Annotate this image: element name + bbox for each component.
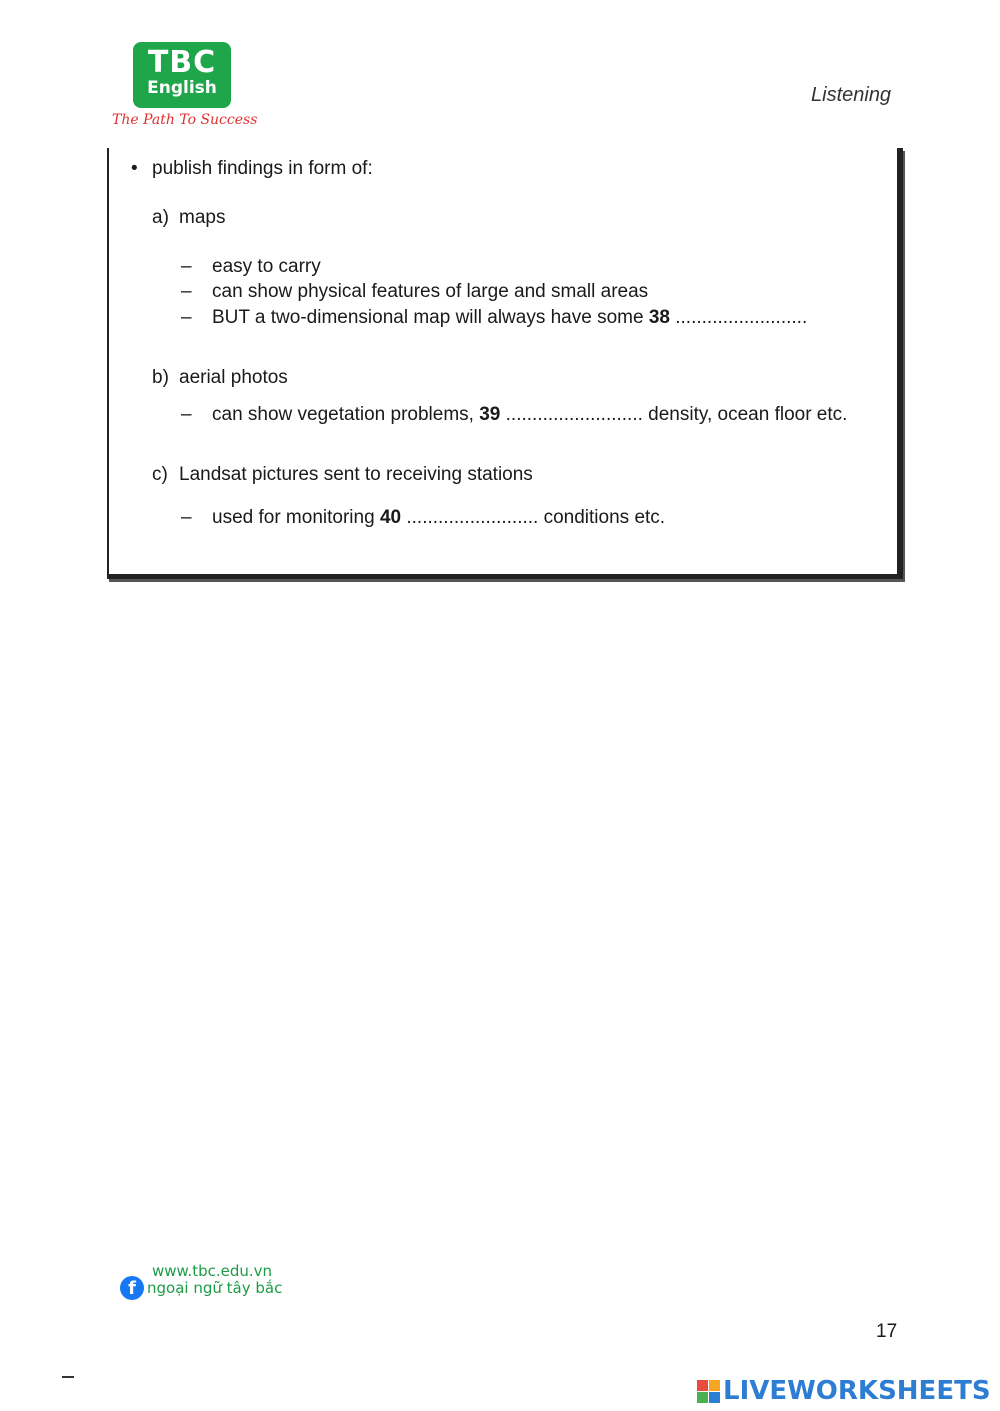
website-link[interactable]: www.tbc.edu.vn: [152, 1262, 273, 1280]
dash-icon: –: [181, 404, 192, 425]
bullet-marker: •: [131, 158, 138, 179]
question-40-row: [212, 507, 665, 529]
facebook-icon: f: [120, 1276, 144, 1300]
facebook-link[interactable]: [120, 1276, 282, 1300]
section-b-title: aerial photos: [179, 367, 288, 388]
liveworksheets-logo[interactable]: [697, 1376, 991, 1406]
liveworksheets-wordmark: LIVEWORKSHEETS: [723, 1376, 991, 1406]
tbc-logo: [133, 42, 231, 108]
question-38-number: 38: [648, 307, 670, 328]
bullet-text: publish findings in form of:: [152, 158, 373, 179]
facebook-name: ngoại ngữ tây bắc: [147, 1279, 283, 1297]
dash-icon: –: [181, 281, 192, 302]
section-c-marker: c): [152, 464, 168, 485]
section-c-title: Landsat pictures sent to receiving stations: [179, 464, 533, 485]
answer-blank-40[interactable]: ......................... conditions etc.: [406, 507, 666, 528]
page-number: 17: [876, 1321, 898, 1342]
dash-icon: –: [181, 256, 192, 277]
liveworksheets-icon: [697, 1380, 720, 1403]
list-item: can show physical features of large and small areas: [212, 281, 649, 302]
dash-icon: –: [181, 507, 192, 528]
question-39-number: 39: [479, 404, 501, 425]
question-39-row: [212, 404, 847, 426]
question-38-row: [212, 307, 807, 329]
section-label: Listening: [811, 84, 892, 106]
section-a-marker: a): [152, 207, 169, 228]
stray-mark: [62, 1376, 74, 1378]
question-40-prefix: used for monitoring: [212, 507, 375, 528]
answer-blank-39[interactable]: .......................... density, ocean floor etc.: [505, 404, 848, 425]
question-38-prefix: BUT a two-dimensional map will always have some: [212, 307, 644, 328]
section-a-title: maps: [179, 207, 226, 228]
dash-icon: –: [181, 307, 192, 328]
logo-subtitle: English: [147, 78, 217, 98]
answer-blank-38[interactable]: .........................: [675, 307, 808, 328]
logo-tagline: The Path To Success: [112, 112, 258, 128]
section-b-marker: b): [152, 367, 169, 388]
question-40-number: 40: [379, 507, 402, 528]
logo-title: TBC: [147, 45, 217, 80]
question-39-prefix: can show vegetation problems,: [212, 404, 474, 425]
list-item: easy to carry: [212, 256, 321, 277]
